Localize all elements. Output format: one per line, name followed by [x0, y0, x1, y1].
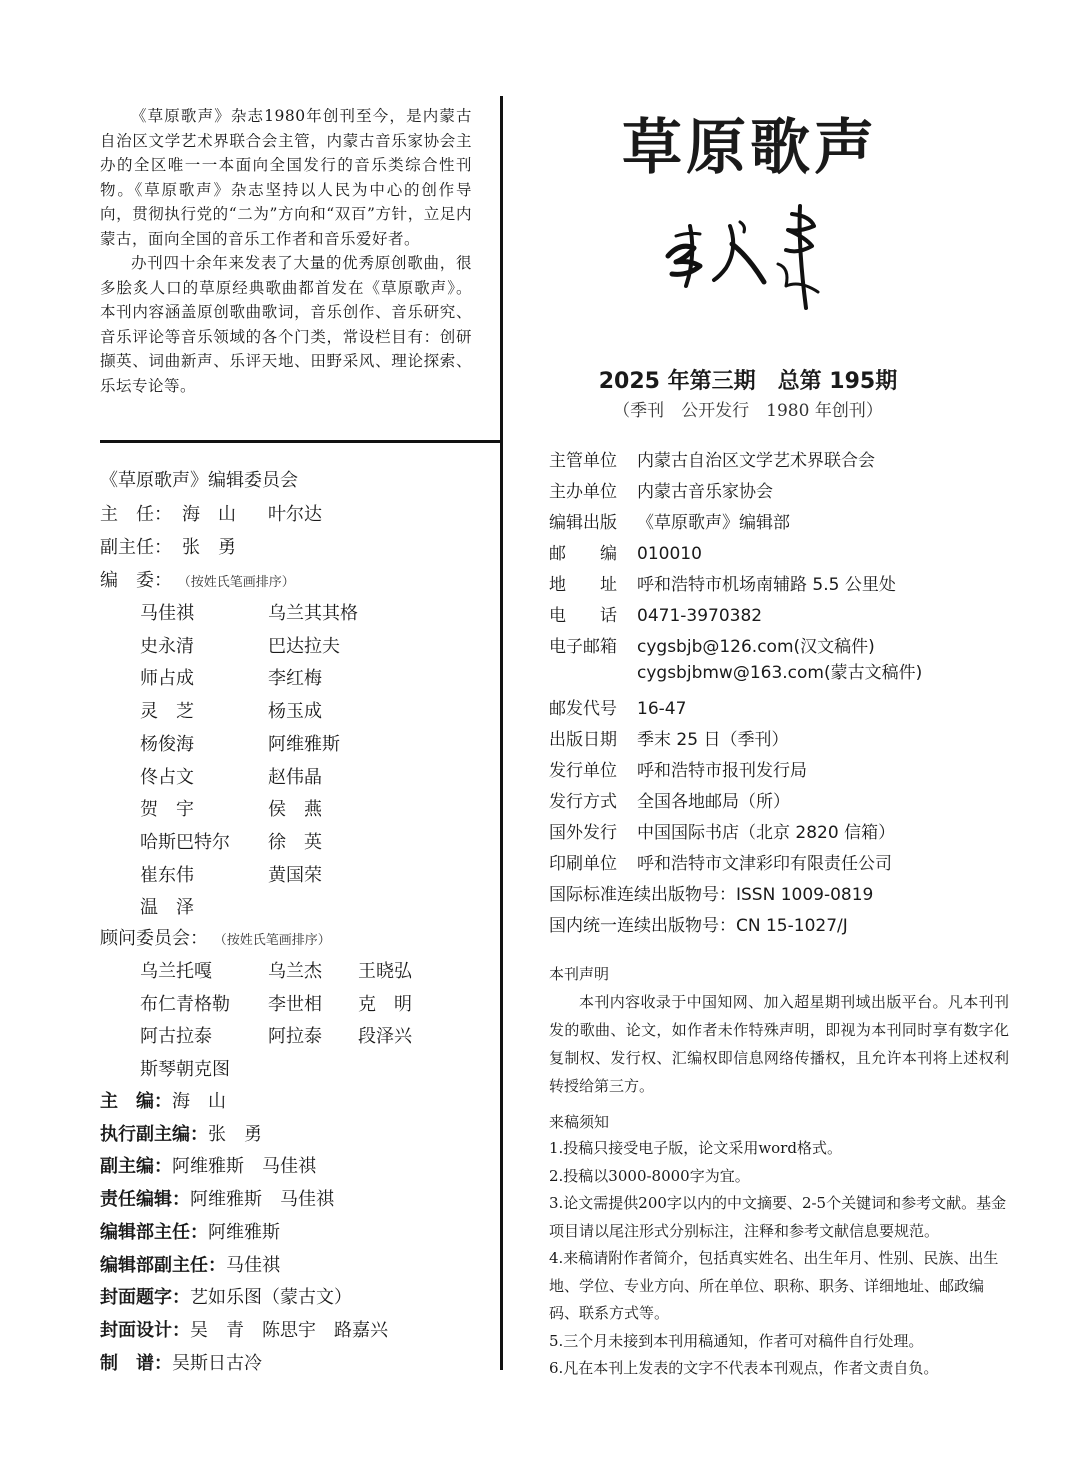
director-row [100, 500, 322, 526]
staff-role: 封面设计： [100, 1319, 190, 1341]
staff-role: 封面题字： [100, 1287, 190, 1309]
staff-role: 编辑部副主任： [100, 1254, 226, 1276]
info-key: 国外发行 [549, 823, 617, 843]
issue-number: 2025 年第三期 总第 195期 [598, 369, 898, 394]
staff-row [100, 1185, 334, 1211]
info-row [549, 849, 892, 874]
deputy-label: 副主任： [100, 537, 172, 558]
advisors-row [100, 924, 331, 950]
horizontal-divider [100, 440, 500, 443]
info-row [549, 725, 788, 750]
deputy-row [100, 533, 236, 559]
notice-title: 本刊声明 [549, 965, 610, 983]
info-key: 主办单位 [549, 482, 617, 502]
info-value: cygsbjbmw@163.com(蒙古文稿件) [637, 663, 923, 683]
staff-role: 责任编辑： [100, 1189, 190, 1211]
info-row [549, 446, 875, 471]
info-key: 印刷单位 [549, 854, 617, 874]
member-name: 佟占文 [140, 766, 194, 788]
info-key: 出版日期 [549, 730, 617, 750]
staff-role: 主 编： [100, 1091, 172, 1112]
member-name: 马佳祺 [140, 603, 194, 624]
staff-row [100, 1349, 262, 1375]
staff-names: 阿维雅斯 马佳祺 [172, 1156, 316, 1178]
member-name: 赵伟晶 [268, 766, 322, 788]
member-name: 巴达拉夫 [268, 635, 340, 657]
member-name: 杨俊海 [140, 733, 194, 755]
member-name: 李红梅 [268, 668, 322, 690]
director-name-1: 海 山 [182, 504, 236, 525]
staff-row [100, 1152, 316, 1178]
member-name: 阿维雅斯 [268, 733, 340, 755]
advisor-name: 王晓弘 [358, 961, 412, 982]
intro-paragraph-2: 办刊四十余年来发表了大量的优秀原创歌曲，很多脍炙人口的草原经典歌曲都首发在《草原歌声》。本刊内容涵盖原创歌曲歌词，音乐创作、音乐研究、音乐评论等音乐领域的各个门类，常设栏目有：创研撷英、词曲新声、乐评天地、田野采风、理论探索、乐坛专论等。 [100, 254, 472, 395]
info-row [549, 539, 702, 564]
staff-names: 张 勇 [208, 1123, 262, 1145]
info-key: 邮 编 [549, 544, 617, 564]
info-key: 地 址 [549, 575, 617, 595]
info-row [549, 570, 896, 595]
info-value: 0471-3970382 [637, 606, 763, 626]
staff-names: 艺如乐图（蒙古文） [190, 1287, 352, 1309]
member-name: 贺 宇 [140, 799, 194, 821]
info-row [549, 911, 848, 936]
info-value: 国内统一连续出版物号：CN 15-1027/J [549, 916, 848, 936]
member-name: 徐 英 [268, 831, 322, 853]
member-name: 哈斯巴特尔 [140, 831, 230, 853]
info-value: 《草原歌声》编辑部 [637, 513, 790, 533]
info-row [549, 818, 895, 843]
info-key: 主管单位 [549, 451, 617, 471]
staff-row [100, 1218, 280, 1244]
info-value: 呼和浩特市文津彩印有限责任公司 [637, 854, 892, 874]
staff-names: 阿维雅斯 马佳祺 [190, 1189, 334, 1211]
info-value: 010010 [637, 544, 702, 564]
advisor-name: 斯琴朝克图 [140, 1059, 230, 1081]
notice-body [549, 988, 1009, 1100]
info-value: 呼和浩特市报刊发行局 [637, 761, 807, 781]
info-key: 编辑出版 [549, 513, 617, 533]
info-value: 16-47 [637, 699, 687, 719]
staff-row [100, 1120, 262, 1146]
info-row [549, 632, 875, 657]
notice-paragraph: 本刊内容收录于中国知网、加入超星期刊域出版平台。凡本刊刊发的歌曲、论文，如作者未作特殊声明，即视为本刊同时享有数字化复制权、发行权、汇编权即信息网络传播权，且允许本刊将上述权利转授给第三方。 [549, 993, 1009, 1095]
staff-role: 执行副主编： [100, 1123, 208, 1145]
submission-title: 来稿须知 [549, 1113, 610, 1131]
advisor-name: 阿古拉泰 [140, 1026, 212, 1048]
staff-names: 吴斯日古冷 [172, 1352, 262, 1374]
submission-item: 4.来稿请附作者简介，包括真实姓名、出生年月、性别、民族、出生地、学位、专业方向、所在单位、职称、职务、详细地址、邮政编码、联系方式等。 [549, 1249, 999, 1322]
member-name: 师占成 [140, 668, 194, 690]
intro-paragraph-1: 《草原歌声》杂志1980年创刊至今，是内蒙古自治区文学艺术界联合会主管，内蒙古音乐家协会主办的全区唯一一本面向全国发行的音乐类综合性刊物。《草原歌声》杂志坚持以人民为中心的创作导向，贯彻执行党的“二为”方向和“双百”方针，立足内蒙古，面向全国的音乐工作者和音乐爱好者。 [100, 107, 472, 248]
staff-row [100, 1316, 388, 1342]
director-label: 主 任： [100, 504, 172, 525]
mongolian-calligraphy-logo [660, 196, 840, 312]
magazine-intro [100, 104, 472, 398]
advisors-note: （按姓氏笔画排序） [213, 933, 331, 948]
member-name: 侯 燕 [268, 799, 322, 821]
info-row [549, 756, 807, 781]
deputy-name: 张 勇 [182, 537, 236, 558]
advisor-name: 段泽兴 [358, 1026, 412, 1048]
info-row [549, 880, 873, 905]
info-row [549, 658, 922, 683]
info-key: 电子邮箱 [549, 637, 617, 657]
info-row [549, 508, 790, 533]
submission-list [549, 1135, 1009, 1383]
staff-row [100, 1087, 226, 1113]
info-row [549, 601, 762, 626]
staff-role: 编辑部主任： [100, 1221, 208, 1243]
info-key: 邮发代号 [549, 699, 617, 719]
info-value: 国际标准连续出版物号：ISSN 1009-0819 [549, 885, 874, 905]
member-name: 崔东伟 [140, 864, 194, 886]
staff-names: 海 山 [172, 1091, 226, 1112]
submission-item: 6.凡在本刊上发表的文字不代表本刊观点，作者文责自负。 [549, 1359, 939, 1377]
member-name: 乌兰其其格 [268, 603, 358, 624]
info-row [549, 787, 790, 812]
submission-item: 3.论文需提供200字以内的中文摘要、2-5个关键词和参考文献。基金项目请以尾注形式分别标注，注释和参考文献信息要规范。 [549, 1194, 1007, 1240]
info-key: 电 话 [549, 606, 617, 626]
info-value: 内蒙古音乐家协会 [637, 482, 773, 502]
advisor-name: 布仁青格勒 [140, 993, 230, 1015]
members-row [100, 566, 295, 592]
info-row [549, 694, 686, 719]
members-label: 编 委： [100, 570, 172, 591]
committee-heading: 《草原歌声》编辑委员会 [100, 470, 298, 491]
info-key: 发行单位 [549, 761, 617, 781]
info-value: 呼和浩特市机场南辅路 5.5 公里处 [637, 575, 896, 595]
staff-names: 马佳祺 [226, 1254, 280, 1276]
info-value: 季末 25 日（季刊） [637, 730, 789, 750]
advisor-name: 阿拉泰 [268, 1026, 322, 1048]
member-name: 温 泽 [140, 897, 194, 919]
advisor-name: 乌兰杰 [268, 961, 322, 982]
issue-subtitle: （季刊 公开发行 1980 年创刊） [613, 401, 883, 421]
magazine-title: 草原歌声 [622, 113, 878, 183]
member-name: 黄国荣 [268, 864, 322, 886]
director-name-2: 叶尔达 [268, 504, 322, 525]
advisor-name: 乌兰托嘎 [140, 961, 212, 982]
staff-row [100, 1283, 352, 1309]
info-value: 内蒙古自治区文学艺术界联合会 [637, 451, 875, 471]
info-row [549, 477, 773, 502]
advisor-name: 李世相 [268, 993, 322, 1015]
advisors-label: 顾问委员会： [100, 928, 208, 949]
members-note: （按姓氏笔画排序） [177, 575, 295, 590]
submission-item: 2.投稿以3000-8000字为宜。 [549, 1166, 750, 1185]
member-name: 杨玉成 [268, 701, 322, 723]
staff-row [100, 1251, 280, 1277]
staff-names: 吴 青 陈思宇 路嘉兴 [190, 1319, 388, 1341]
info-value: cygsbjb@126.com(汉文稿件) [637, 637, 875, 657]
submission-item: 1.投稿只接受电子版，论文采用word格式。 [549, 1139, 842, 1157]
staff-names: 阿维雅斯 [208, 1221, 280, 1243]
advisor-name: 克 明 [358, 993, 412, 1015]
info-value: 中国国际书店（北京 2820 信箱） [637, 823, 896, 843]
staff-role: 副主编： [100, 1156, 172, 1178]
vertical-divider [500, 96, 503, 1370]
submission-item: 5.三个月未接到本刊用稿通知，作者可对稿件自行处理。 [549, 1331, 924, 1350]
staff-role: 制 谱： [100, 1352, 172, 1374]
member-name: 灵 芝 [140, 701, 194, 723]
member-name: 史永清 [140, 635, 194, 657]
info-key: 发行方式 [549, 792, 617, 812]
info-value: 全国各地邮局（所） [637, 792, 790, 812]
